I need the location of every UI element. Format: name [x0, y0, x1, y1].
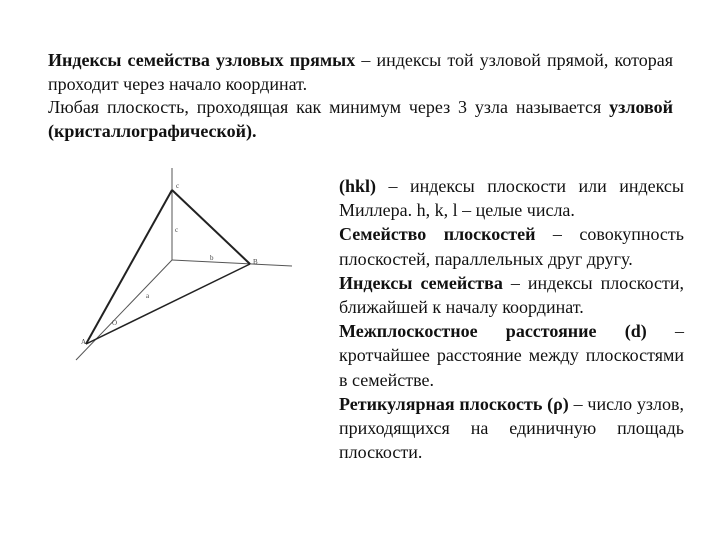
def-interplanar-distance	[339, 319, 684, 392]
intro-p2-start: Любая плоскость, проходящая как минимум через 3 узла называется	[48, 97, 610, 117]
def-rest: – индексы плоскости, ближайшей к началу координат.	[339, 272, 684, 318]
def-term: (hkl)	[339, 176, 377, 196]
def-rest: – число узлов, приходящихся на единичную площадь плоскости.	[339, 393, 685, 463]
term-node-line-indices: Индексы семейства узловых прямых	[48, 50, 356, 70]
label-a-point: A	[81, 338, 87, 346]
label-b-axis: b	[210, 254, 214, 262]
plane-edge-ac	[86, 190, 172, 344]
def-term: Индексы семейства	[339, 272, 503, 293]
label-c-mid: c	[175, 226, 179, 234]
label-a-mid: a	[146, 292, 150, 300]
b-axis-line	[172, 260, 292, 266]
plane-edge-cb	[172, 190, 250, 264]
def-plane-family	[339, 222, 684, 270]
def-rest: – индексы плоскости или индексы Миллера. h, k, l – целые числа.	[339, 176, 684, 221]
definitions-text	[339, 174, 684, 464]
def-reticular-plane	[339, 392, 684, 465]
crystal-plane-diagram	[60, 160, 310, 380]
def-term: Ретикулярная плоскость (ρ)	[339, 393, 569, 414]
intro-p1-rest: – индексы той узловой прямой, которая проходит через начало координат.	[48, 50, 673, 94]
label-origin: O	[112, 319, 118, 327]
label-c-axis: c	[176, 182, 180, 190]
intro-text	[48, 49, 673, 143]
plane-edge-ab	[86, 264, 250, 344]
term-node-plane: узловой (кристаллографической).	[48, 97, 673, 141]
def-rest: – кротчайшее расстояние между плоскостями в семействе.	[339, 321, 684, 390]
intro-paragraph-2	[48, 96, 673, 143]
def-miller	[339, 174, 684, 222]
intro-paragraph-1	[48, 49, 673, 96]
def-rest: – совокупность плоскостей, параллельных друг другу.	[339, 224, 684, 269]
def-term: Семейство плоскостей	[339, 224, 536, 245]
def-family-indices	[339, 271, 684, 319]
def-term: Межплоскостное расстояние (d)	[339, 321, 647, 342]
label-b-point: B	[253, 258, 258, 266]
